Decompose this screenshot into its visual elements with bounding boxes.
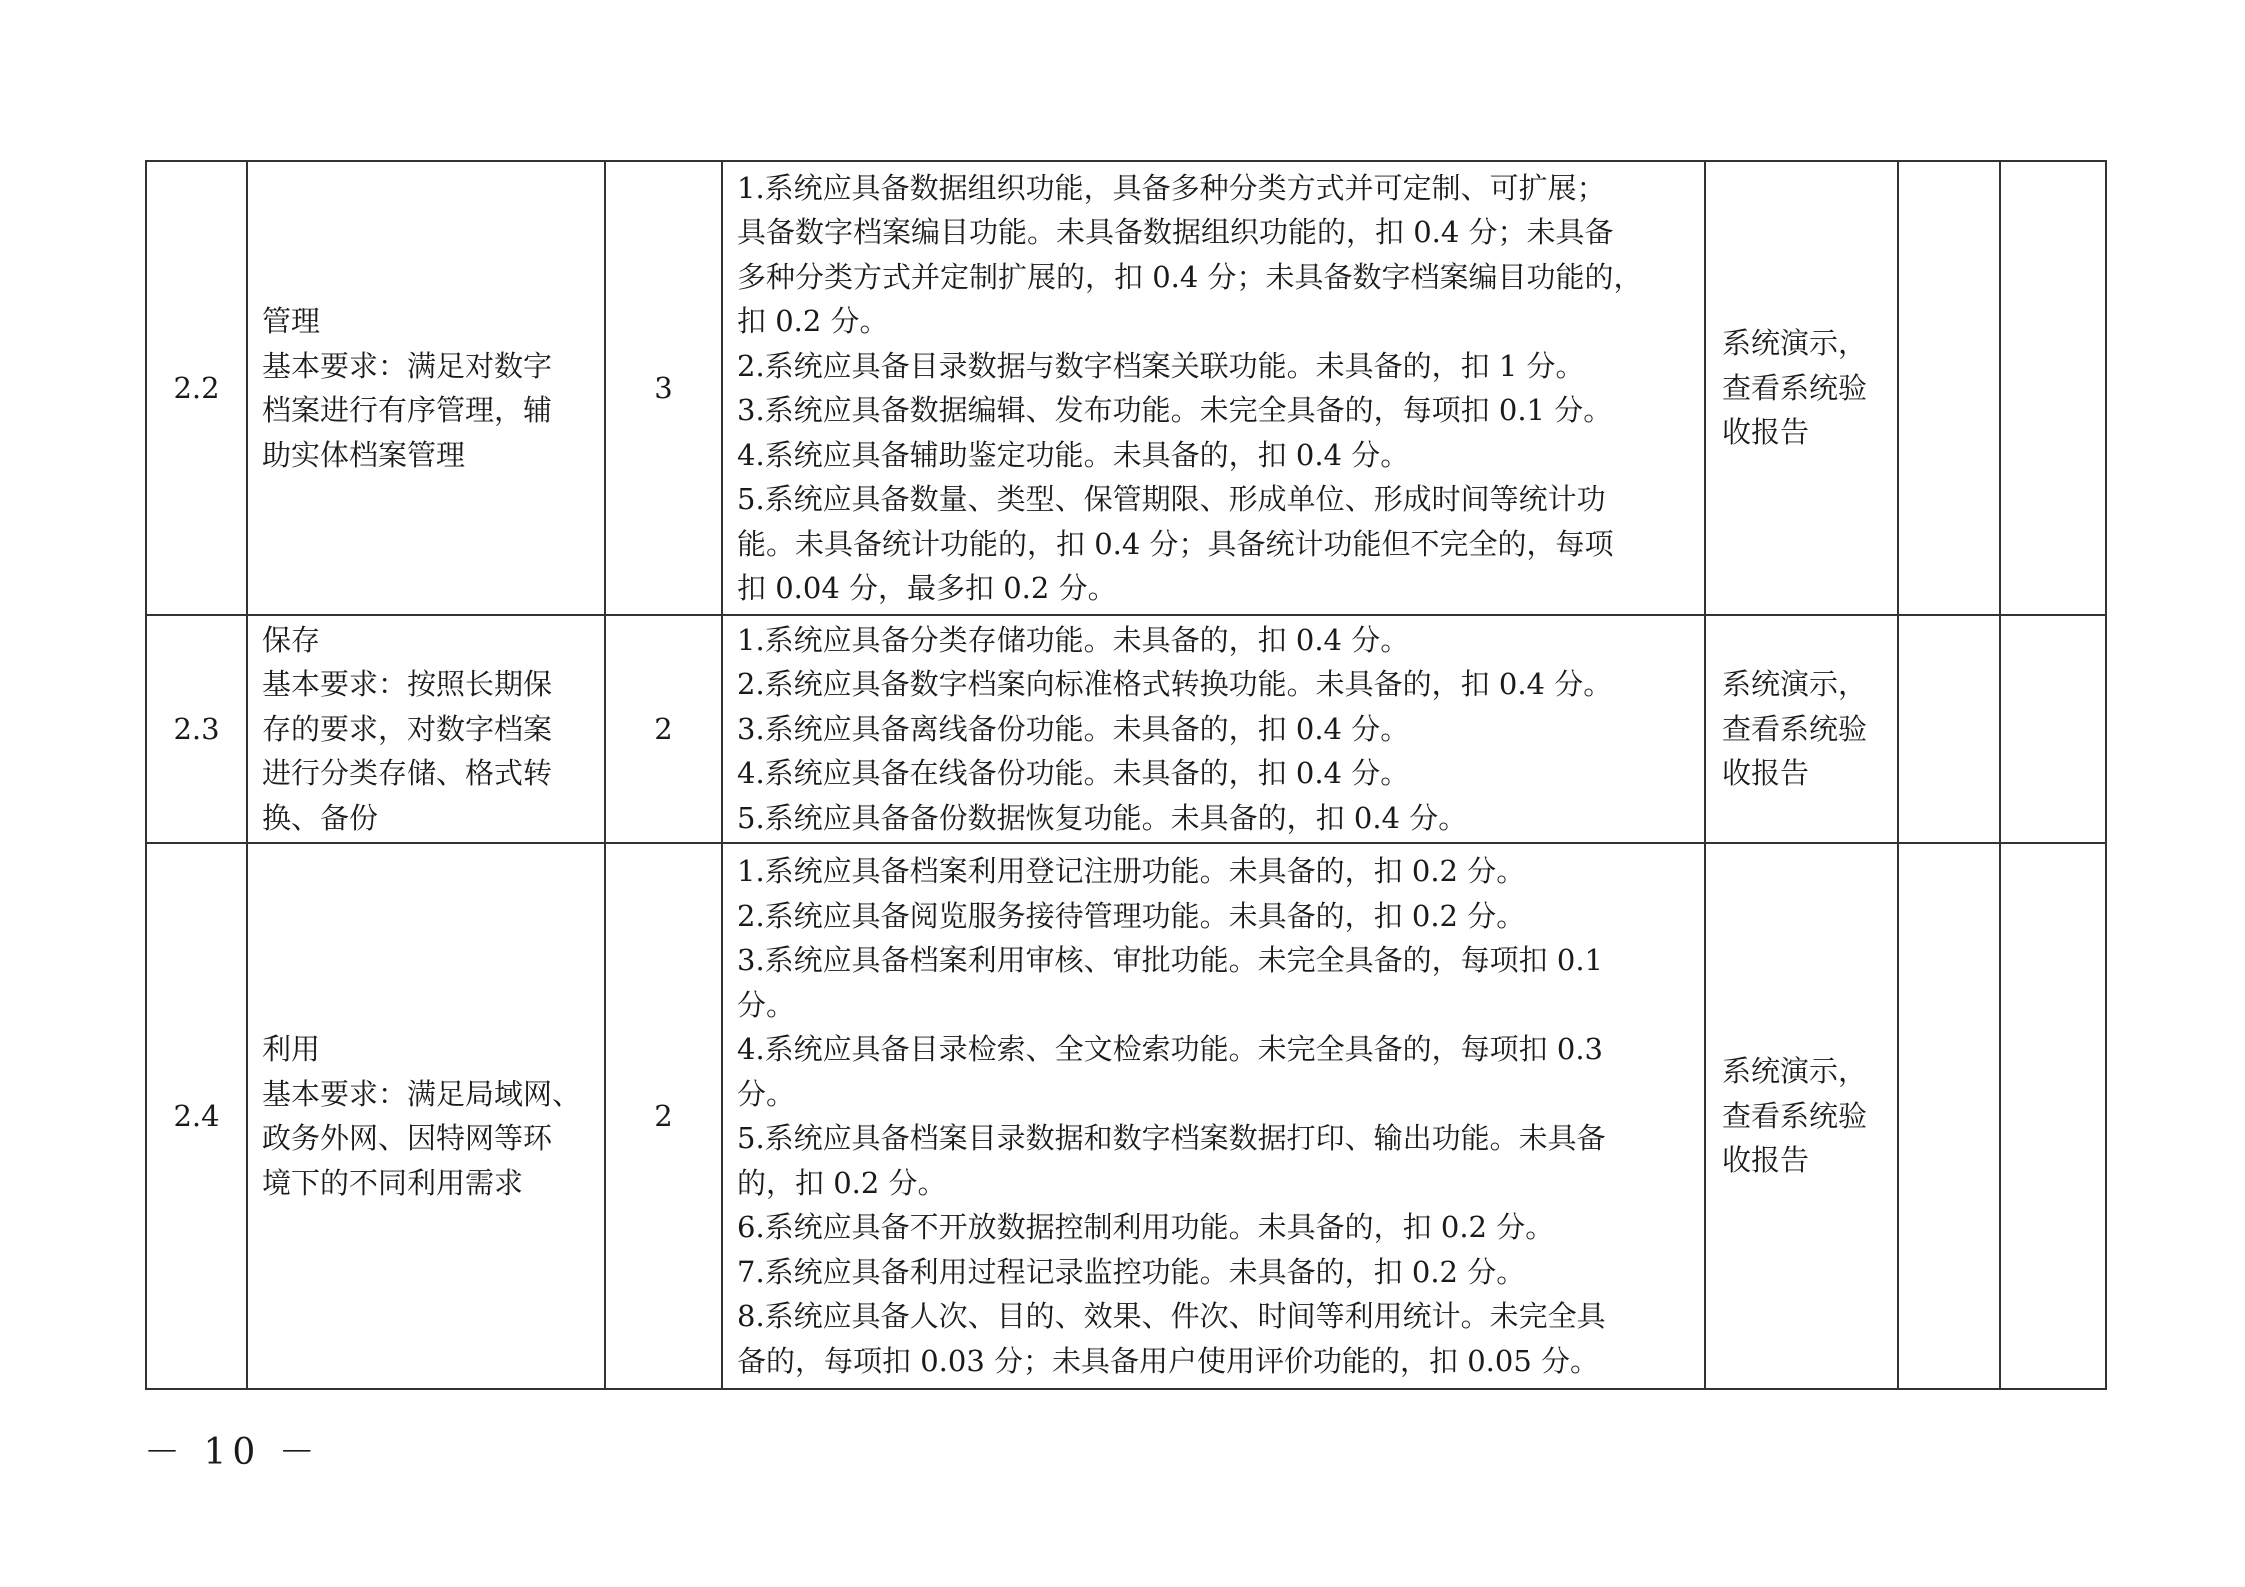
criteria-line: 1.系统应具备分类存储功能。未具备的，扣 0.4 分。 — [737, 622, 1410, 657]
criteria-line: 5.系统应具备备份数据恢复功能。未具备的，扣 0.4 分。 — [737, 800, 1468, 835]
item-description-cell — [247, 161, 605, 615]
score-cell: 2 — [605, 615, 722, 843]
final-score-cell — [2000, 843, 2106, 1389]
method-line: 查看系统验 — [1722, 370, 1868, 405]
final-score-cell — [2000, 615, 2106, 843]
item-description-line: 利用 — [262, 1032, 321, 1066]
item-description-line: 管理 — [262, 304, 321, 338]
item-description-line: 保存 — [262, 622, 321, 657]
criteria-line: 2.系统应具备数字档案向标准格式转换功能。未具备的，扣 0.4 分。 — [737, 667, 1613, 702]
criteria-line: 的，扣 0.2 分。 — [737, 1165, 947, 1200]
score-cell: 3 — [605, 161, 722, 615]
criteria-line: 能。未具备统计功能的，扣 0.4 分；具备统计功能但不完全的，每项 — [737, 526, 1614, 561]
item-description-line: 政务外网、因特网等环 — [262, 1121, 553, 1155]
item-description-line: 档案进行有序管理，辅 — [262, 393, 553, 427]
item-description-line: 境下的不同利用需求 — [262, 1165, 524, 1200]
criteria-line: 3.系统应具备离线备份功能。未具备的，扣 0.4 分。 — [737, 711, 1410, 746]
method-line: 收报告 — [1722, 1143, 1810, 1178]
self-score-cell — [1898, 843, 2000, 1389]
criteria-line: 具备数字档案编目功能。未具备数据组织功能的，扣 0.4 分；未具备 — [737, 215, 1614, 249]
page-number: － 10 － — [144, 1432, 321, 1473]
item-description-cell — [247, 843, 605, 1389]
method-cell — [1705, 843, 1898, 1389]
item-description-line: 助实体档案管理 — [262, 437, 466, 472]
criteria-line: 8.系统应具备人次、目的、效果、件次、时间等利用统计。未完全具 — [737, 1299, 1606, 1333]
item-description-line: 基本要求：按照长期保 — [262, 667, 553, 702]
final-score-cell — [2000, 161, 2106, 615]
criteria-line: 5.系统应具备数量、类型、保管期限、形成单位、形成时间等统计功 — [737, 482, 1606, 516]
method-line: 系统演示， — [1722, 667, 1868, 702]
item-number-cell: 2.3 — [146, 615, 247, 843]
table-row — [146, 615, 2106, 843]
criteria-line: 4.系统应具备在线备份功能。未具备的，扣 0.4 分。 — [737, 756, 1410, 791]
criteria-line: 6.系统应具备不开放数据控制利用功能。未具备的，扣 0.2 分。 — [737, 1210, 1555, 1244]
item-description-line: 进行分类存储、格式转 — [262, 756, 553, 791]
criteria-line: 4.系统应具备辅助鉴定功能。未具备的，扣 0.4 分。 — [737, 437, 1410, 472]
self-score-cell — [1898, 615, 2000, 843]
item-description-line: 换、备份 — [262, 800, 379, 835]
table-row — [146, 161, 2106, 615]
criteria-cell — [722, 615, 1705, 843]
criteria-line: 分。 — [737, 1076, 796, 1111]
method-line: 收报告 — [1722, 756, 1810, 791]
item-description-cell — [247, 615, 605, 843]
method-line: 查看系统验 — [1722, 1098, 1868, 1133]
criteria-line: 1.系统应具备档案利用登记注册功能。未具备的，扣 0.2 分。 — [737, 854, 1526, 888]
method-cell — [1705, 161, 1898, 615]
criteria-line: 2.系统应具备阅览服务接待管理功能。未具备的，扣 0.2 分。 — [737, 898, 1526, 933]
evaluation-table — [145, 160, 2107, 1390]
self-score-cell — [1898, 161, 2000, 615]
score-cell: 2 — [605, 843, 722, 1389]
criteria-line: 扣 0.04 分，最多扣 0.2 分。 — [737, 571, 1117, 605]
criteria-line: 3.系统应具备数据编辑、发布功能。未完全具备的，每项扣 0.1 分。 — [737, 393, 1613, 427]
method-line: 收报告 — [1722, 415, 1810, 450]
criteria-line: 扣 0.2 分。 — [737, 304, 889, 338]
item-description-line: 存的要求，对数字档案 — [262, 711, 553, 746]
item-description-line: 基本要求：满足局域网、 — [262, 1076, 582, 1111]
criteria-line: 分。 — [737, 987, 796, 1022]
method-cell — [1705, 615, 1898, 843]
criteria-line: 多种分类方式并定制扩展的，扣 0.4 分；未具备数字档案编目功能的， — [737, 259, 1643, 294]
criteria-line: 5.系统应具备档案目录数据和数字档案数据打印、输出功能。未具备 — [737, 1121, 1606, 1155]
criteria-line: 1.系统应具备数据组织功能，具备多种分类方式并可定制、可扩展； — [737, 170, 1606, 205]
table-row — [146, 843, 2106, 1389]
method-line: 查看系统验 — [1722, 711, 1868, 746]
method-line: 系统演示， — [1722, 1054, 1868, 1089]
item-number-cell: 2.2 — [146, 161, 247, 615]
criteria-line: 3.系统应具备档案利用审核、审批功能。未完全具备的，每项扣 0.1 — [737, 943, 1604, 977]
criteria-line: 2.系统应具备目录数据与数字档案关联功能。未具备的，扣 1 分。 — [737, 348, 1585, 383]
criteria-cell — [722, 843, 1705, 1389]
method-line: 系统演示， — [1722, 326, 1868, 361]
item-description-line: 基本要求：满足对数字 — [262, 348, 553, 383]
item-number-cell: 2.4 — [146, 843, 247, 1389]
criteria-line: 4.系统应具备目录检索、全文检索功能。未完全具备的，每项扣 0.3 — [737, 1032, 1604, 1066]
criteria-cell — [722, 161, 1705, 615]
criteria-line: 7.系统应具备利用过程记录监控功能。未具备的，扣 0.2 分。 — [737, 1254, 1526, 1289]
criteria-line: 备的，每项扣 0.03 分；未具备用户使用评价功能的，扣 0.05 分。 — [737, 1343, 1600, 1378]
